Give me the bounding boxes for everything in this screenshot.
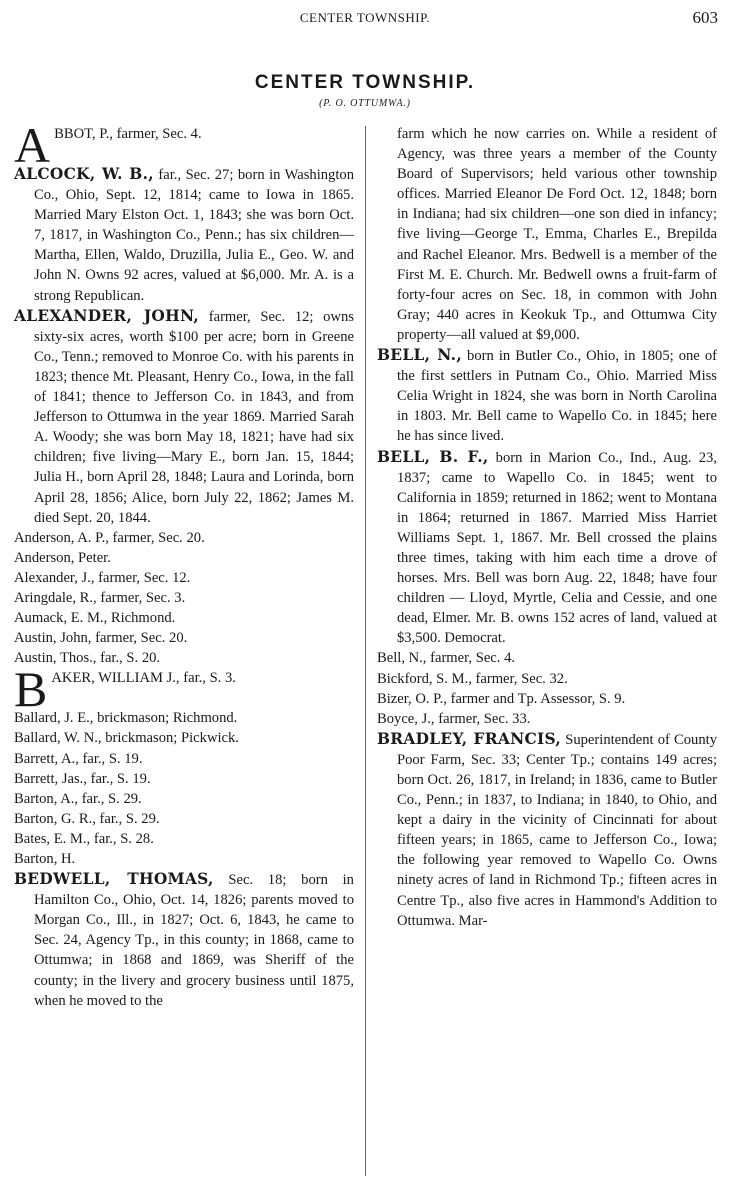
entry-bradley (377, 729, 717, 931)
entry-alexander (14, 306, 354, 528)
entry-name: ALEXANDER, JOHN, (14, 306, 200, 325)
list-item: Barrett, Jas., far., S. 19. (14, 770, 151, 787)
entry-bedwell (14, 869, 354, 1011)
entry-text: farmer, Sec. 12; owns sixty-six acres, worth $100 per acre; born in Greene Co., Tenn.; removed to Monroe Co. with his parents in 1823; thence Mt. Pleasant, Henry Co., Iowa, in the fall of 1841; thence to Jefferson Co. in 1843, and from Jefferson to Ottumwa in the year 1869. Married Sarah A. Woody; she was born May 18, 1821; have had six children; five living—Mary E., born Jan. 15, 1844; Julia H., born April 28, 1848; Laura and Lorinda, born April 28, 1856; Alice, born July 22, 1862; James M. died Sept. 20, 1844. (34, 308, 354, 526)
list-item: Ballard, W. N., brickmason; Pickwick. (14, 730, 239, 747)
list-item: Aringdale, R., farmer, Sec. 3. (14, 589, 186, 606)
list-item: Bell, N., farmer, Sec. 4. (377, 650, 516, 667)
entry-name: BEDWELL, THOMAS, (14, 870, 214, 889)
list-item: Ballard, J. E., brickmason; Richmond. (14, 710, 238, 727)
list-item: Alexander, J., farmer, Sec. 12. (14, 569, 191, 586)
page-subtitle: (P. O. OTTUMWA.) (319, 98, 411, 109)
entry-bell-bf (377, 447, 717, 649)
dropcap-b: B (14, 661, 48, 718)
running-title: CENTER TOWNSHIP. (299, 10, 431, 25)
list-item: Barrett, A., far., S. 19. (14, 750, 143, 767)
dropcap-a: A (14, 117, 51, 173)
list-item: Barton, A., far., S. 29. (14, 790, 142, 807)
page-number: 603 (692, 8, 718, 27)
entry-abbot-text: BBOT, P., farmer, Sec. 4. (54, 126, 202, 142)
list-item: Anderson, A. P., farmer, Sec. 20. (14, 529, 205, 546)
entry-bell-n (377, 345, 717, 446)
entry-text: Sec. 18; born in Hamilton Co., Ohio, Oct. 14, 1826; parents moved to Morgan Co., Ill., in 1827; Oct. 6, 1843, he came to Sec. 24, Agency Tp., in this county; in 1868, came to Ottumwa; in 1868 and 1869, was Sheriff of the county; in the livery and grocery business until 1875, when he moved to the (34, 872, 354, 1009)
entry-text: Superintendent of County Poor Farm, Sec. 33; Center Tp.; contains 149 acres; born Oct. 26, 1817, in Ireland; in 1836, came to Butler Co., Penn.; in 1837, to Indiana; in 1840, to Ohio, and kept a dairy in the vicinity of Cincinnati for about fifteen years; in 1865, came to Jefferson Co., Iowa; the following year removed to Wapello Co. Owns ninety acres of land in Richmond Tp.; fifteen acres in Centre Tp., also five acres in Hammond's Addition to Ottumwa. Mar- (397, 731, 717, 929)
list-item: Austin, Thos., far., S. 20. (14, 650, 161, 667)
entry-name: ALCOCK, W. B., (14, 165, 154, 183)
entry-name: BELL, N., (377, 346, 462, 365)
list-item: Bickford, S. M., farmer, Sec. 32. (377, 670, 568, 687)
list-item: Bizer, O. P., farmer and Tp. Assessor, S. 9. (377, 690, 626, 707)
left-column (14, 117, 354, 1011)
list-item: Boyce, J., farmer, Sec. 33. (377, 710, 531, 727)
list-item: Barton, G. R., far., S. 29. (14, 810, 160, 827)
entry-baker-text: AKER, WILLIAM J., far., S. 3. (51, 670, 236, 687)
list-item: Anderson, Peter. (14, 549, 111, 566)
running-head (0, 8, 730, 28)
entry-bedwell-continued: farm which he now carries on. While a resident of Agency, was three years a member of the County Board of Supervisors; held various other township offices. Married Eleanor De Ford Oct. 12, 1848; born in Indiana; had six children—one son died in infancy; five living—George T., Emma, Charles E., Brepilda and Rachel Eleanor. Mrs. Bedwell is a member of the First M. E. Church. Mr. Bedwell owns a fruit-farm of forty-four acres on Sec. 18, in common with John Gray; 440 acres in Keokuk Tp., and Ottumwa City property—all valued at $9,000. (397, 126, 717, 343)
list-item: Barton, H. (14, 851, 76, 867)
entry-name: BELL, B. F., (377, 447, 489, 466)
list-item: Aumack, E. M., Richmond. (14, 610, 176, 627)
page-title: CENTER TOWNSHIP. (254, 72, 476, 93)
entry-alcock (14, 164, 354, 306)
entry-baker (14, 661, 354, 718)
entry-text: born in Marion Co., Ind., Aug. 23, 1837; came to Wapello Co. in 1845; went to California in 1859; returned in 1862; went to Montana in 1864; returned in 1867. Married Miss Harriet Williams Sept. 1, 1867. Mr. Bell crossed the plains three times, taking with him each time a drove of horses. Mrs. Bell was born Aug. 22, 1848; have four children — Lloyd, Myrtle, Celia and Cessie, and one dead, Elmer. Mr. B. owns 152 acres of land, valued at $3,500. Democrat. (397, 449, 717, 647)
right-column (377, 124, 717, 931)
entry-abbot (14, 117, 354, 173)
entry-name: BRADLEY, FRANCIS, (377, 729, 562, 748)
entry-text: far., Sec. 27; born in Washington Co., Ohio, Sept. 12, 1814; came to Iowa in 1865. Married Mary Elston Oct. 1, 1843; she was born Oct. 7, 1817, in Washington Co., Penn.; has six children—Martha, Ellen, Waldo, Druzilla, Julia E., Geo. W. and John N. Owns 92 acres, valued at $6,000. Mr. A. is a strong Republican. (34, 167, 354, 304)
entry-text: born in Butler Co., Ohio, in 1805; one of the first settlers in Putnam Co., Ohio. Married Miss Celia Wright in 1824, she was born in North Carolina in 1803. Mr. Bell came to Wapello Co. in 1845; here he has since lived. (397, 348, 717, 445)
column-divider (365, 126, 366, 1176)
list-item: Bates, E. M., far., S. 28. (14, 830, 154, 847)
list-item: Austin, John, farmer, Sec. 20. (14, 630, 188, 647)
